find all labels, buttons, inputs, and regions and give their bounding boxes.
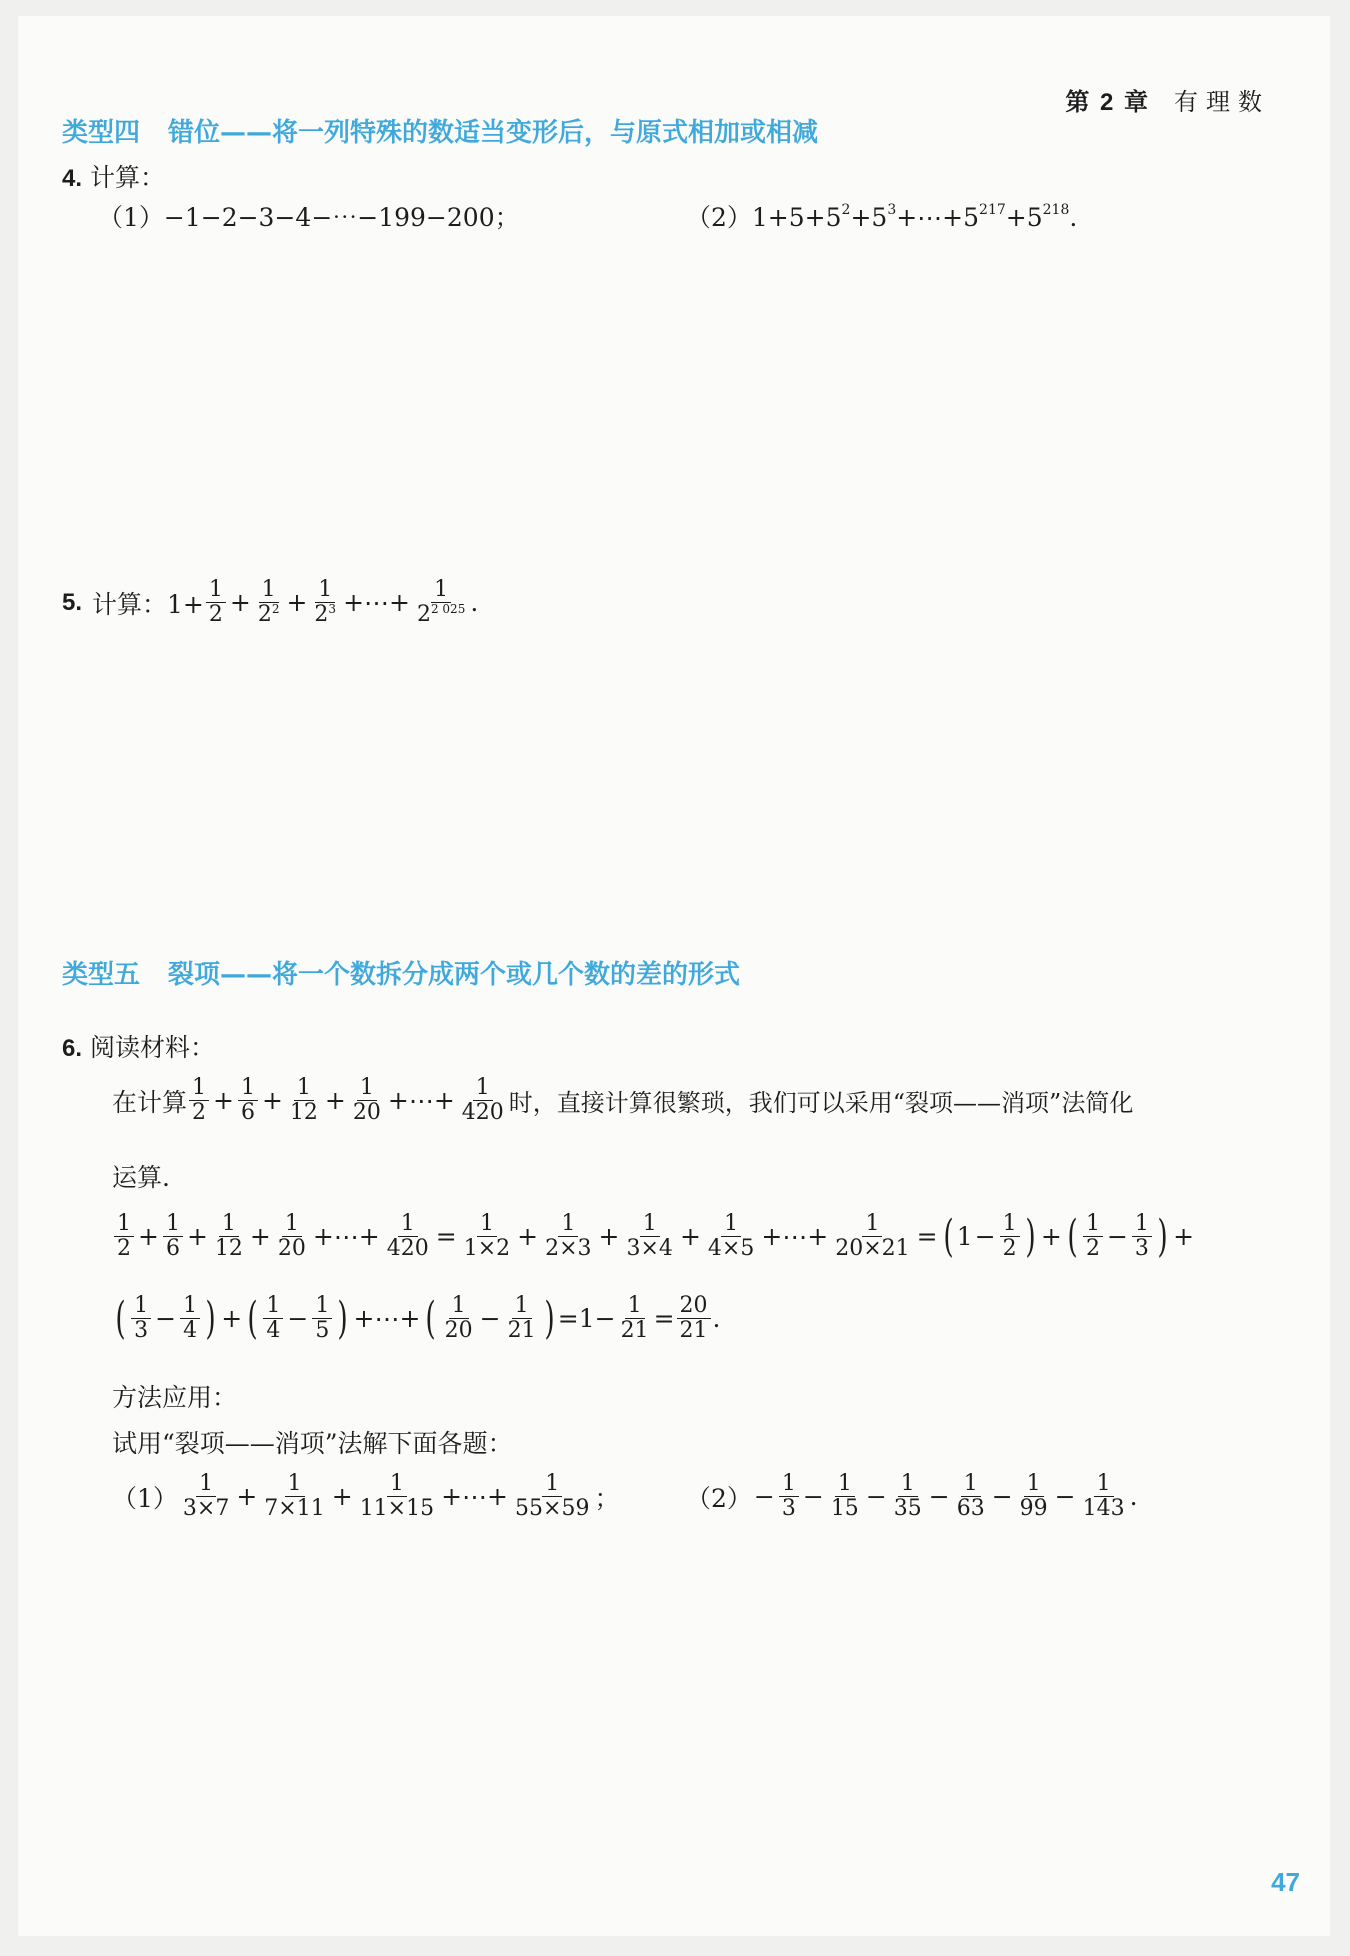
exponent: 2 bbox=[841, 202, 851, 218]
chapter-label: 第 2 章 bbox=[1065, 89, 1150, 116]
part-label: （1） bbox=[112, 1483, 178, 1513]
denominator: 6 bbox=[240, 1100, 255, 1126]
exponent: 2 025 bbox=[430, 602, 466, 617]
fraction: $\frac{1}{143}$ bbox=[1082, 1471, 1125, 1522]
denominator bbox=[311, 603, 339, 627]
question-4-part-2 bbox=[686, 198, 1077, 234]
exponent: 2 bbox=[271, 602, 280, 617]
fraction: 1 3 bbox=[131, 1294, 151, 1343]
fraction bbox=[189, 1076, 209, 1125]
section-title: 错位——将一列特殊的数适当变形后，与原式相加或相减 bbox=[168, 118, 819, 148]
fraction bbox=[350, 1076, 384, 1125]
fraction: $\frac{1}{2\times 3}$ bbox=[545, 1211, 592, 1262]
denominator: 420 bbox=[461, 1100, 504, 1126]
question-4-part-1: （1）−1−2−3−4−⋯−199−200； bbox=[98, 203, 520, 232]
plus: + bbox=[229, 588, 251, 618]
denominator bbox=[255, 603, 283, 627]
numerator: 1 bbox=[259, 578, 279, 603]
expr-text: +⋯+5 bbox=[896, 203, 980, 232]
section-label: 类型四 bbox=[62, 118, 141, 148]
fraction: $\frac{1}{20\times 21}$ bbox=[835, 1211, 910, 1262]
fraction: $\frac{1}{55\times 59}$ bbox=[515, 1471, 590, 1522]
fraction: $\frac{1}{63}$ bbox=[956, 1471, 985, 1522]
part-label: （2） bbox=[686, 203, 752, 232]
fraction bbox=[255, 578, 283, 627]
fraction: 1 20 bbox=[444, 1293, 473, 1344]
fraction: $\frac{1}{3}$ bbox=[779, 1472, 799, 1521]
numerator: 1 bbox=[294, 1076, 314, 1101]
exponent: 218 bbox=[1042, 202, 1070, 218]
derivation-line-2: ( 1 3 − $\frac{1}{4}$ ) + ( 1 4 − $\frac{1}{5}$ ) +⋯+ ( 1 20 − $\frac{1}{21}$ ) =1− $\frac{1}{21}$ = $\frac{20}{21}$ . bbox=[115, 1292, 721, 1344]
denominator: 12 bbox=[289, 1100, 318, 1126]
fraction bbox=[238, 1076, 258, 1125]
fraction: $\frac{1}{3\times 4}$ bbox=[626, 1211, 673, 1262]
fraction bbox=[414, 578, 468, 627]
numerator: 1 bbox=[206, 578, 226, 603]
expr-text: 1+5+5 bbox=[751, 203, 842, 232]
exponent: 217 bbox=[979, 202, 1006, 218]
question-prompt: 阅读材料： bbox=[89, 1033, 215, 1062]
fraction: $\frac{1}{4\times 5}$ bbox=[707, 1211, 755, 1262]
denominator: 2 bbox=[192, 1100, 207, 1126]
derivation-line-1: 1 2 + $\frac{1}{6}$ + $\frac{1}{12}$ + $\frac{1}{20}$ +⋯+ $\frac{1}{420}$ = $\frac{1}{1\times 2}$ + $\frac{1}{2\times 3}$ + $\frac{1}{3\times 4}$ + $\frac{1}{4\times 5}$ +⋯+ $\frac{1}{20\times 21}$ = ( 1 − $\frac{1}{2}$ ) + ( 1 2 − $\frac{1}{3}$ ) + bbox=[112, 1212, 1196, 1261]
reading-intro-line: 在计算 $\frac{1}{2}$ + $\frac{1}{6}$ + $\frac{1}{12}$ + $\frac{1}{20}$ +⋯+ $\frac{1}{420}$ 时，直接计算很繁琐，我们可以采用“裂项——消项”法简化 bbox=[112, 1075, 1134, 1126]
denominator: 20 bbox=[352, 1100, 381, 1126]
numerator: 1 bbox=[431, 578, 451, 603]
fraction: $\frac{1}{1\times 2}$ bbox=[463, 1211, 511, 1262]
running-header bbox=[1065, 82, 1270, 117]
fraction: $\frac{1}{4}$ bbox=[180, 1294, 200, 1343]
fraction: $\frac{1}{21}$ bbox=[620, 1293, 649, 1344]
fraction: $\frac{1}{99}$ bbox=[1019, 1471, 1048, 1522]
fraction: $\frac{1}{3}$ bbox=[1132, 1212, 1152, 1261]
numerator: 1 bbox=[357, 1076, 377, 1101]
fraction bbox=[459, 1076, 507, 1125]
question-prompt: 计算： bbox=[89, 163, 165, 192]
denominator bbox=[414, 603, 468, 627]
fraction: $\frac{20}{21}$ bbox=[677, 1294, 711, 1343]
fraction: 1 2 bbox=[114, 1212, 134, 1261]
fraction: $\frac{1}{35}$ bbox=[893, 1471, 922, 1522]
page-number: 47 bbox=[1271, 1867, 1300, 1897]
base: 2 bbox=[257, 602, 272, 628]
ellipsis-plus: +⋯+ bbox=[343, 588, 410, 618]
plus: + bbox=[286, 588, 308, 618]
page bbox=[18, 16, 1330, 1936]
fraction: $\frac{1}{420}$ bbox=[386, 1211, 429, 1262]
numerator: 1 bbox=[189, 1076, 209, 1101]
fraction: 1 2 bbox=[1083, 1212, 1103, 1261]
fraction: $\frac{1}{5}$ bbox=[312, 1294, 332, 1343]
fraction bbox=[287, 1076, 321, 1125]
question-6-part-1: （1） 1 3×7 + $\frac{1}{7\times 11}$ + $\frac{1}{11\times 15}$ +⋯+ $\frac{1}{55\times 59}$ ； bbox=[112, 1471, 620, 1522]
method-instruction: 试用“裂项——消项”法解下面各题： bbox=[112, 1429, 513, 1458]
question-number: 4. bbox=[62, 165, 83, 192]
chapter-title: 有理数 bbox=[1174, 89, 1270, 116]
numerator: 1 bbox=[315, 578, 335, 603]
fraction: $\frac{1}{6}$ bbox=[163, 1212, 183, 1261]
method-application-label: 方法应用： bbox=[112, 1383, 238, 1412]
fraction bbox=[311, 578, 339, 627]
base: 2 bbox=[416, 602, 431, 628]
numerator: 1 bbox=[473, 1076, 493, 1101]
fraction bbox=[206, 578, 226, 627]
fraction: $\frac{1}{2}$ bbox=[1000, 1212, 1020, 1261]
section-title: 裂项——将一个数拆分成两个或几个数的差的形式 bbox=[168, 960, 741, 990]
section-heading-4 bbox=[62, 112, 818, 149]
reading-intro-continued: 运算. bbox=[112, 1163, 170, 1192]
period: . bbox=[470, 588, 479, 618]
question-number: 5. bbox=[62, 588, 83, 616]
exponent: 3 bbox=[328, 602, 337, 617]
fraction: 1 3×7 bbox=[182, 1471, 230, 1522]
base: 2 bbox=[314, 602, 329, 628]
section-heading-5 bbox=[62, 954, 740, 991]
section-label: 类型五 bbox=[62, 960, 141, 990]
fraction: $\frac{1}{20}$ bbox=[277, 1211, 306, 1262]
fraction: 1 4 bbox=[263, 1294, 283, 1343]
question-6-part-2: （2） − $\frac{1}{3}$ − $\frac{1}{15}$ − $\frac{1}{35}$ − $\frac{1}{63}$ − $\frac{1}{99}$ − $\frac{1}{143}$ . bbox=[686, 1471, 1138, 1522]
question-4-heading bbox=[62, 158, 165, 194]
question-6-heading bbox=[62, 1028, 215, 1064]
part-label: （2） bbox=[686, 1483, 752, 1513]
fraction: $\frac{1}{15}$ bbox=[830, 1471, 859, 1522]
question-prompt: 计算：1+ bbox=[92, 589, 204, 619]
fraction: $\frac{1}{12}$ bbox=[214, 1211, 243, 1262]
intro-text: 时，直接计算很繁琐，我们可以采用“裂项——消项”法简化 bbox=[508, 1089, 1134, 1118]
numerator: 1 bbox=[238, 1076, 258, 1101]
exponent: 3 bbox=[887, 202, 897, 218]
question-5 bbox=[62, 578, 478, 627]
denominator: 2 bbox=[208, 602, 223, 628]
fraction: $\frac{1}{21}$ bbox=[507, 1293, 536, 1344]
intro-text: 在计算 bbox=[112, 1087, 188, 1117]
expr-text: +5 bbox=[1005, 203, 1043, 232]
expr-text: +5 bbox=[850, 203, 888, 232]
fraction: $\frac{1}{7\times 11}$ bbox=[264, 1471, 325, 1522]
fraction: $\frac{1}{11\times 15}$ bbox=[359, 1471, 435, 1522]
question-number: 6. bbox=[62, 1035, 83, 1062]
expr-text: . bbox=[1069, 203, 1078, 232]
